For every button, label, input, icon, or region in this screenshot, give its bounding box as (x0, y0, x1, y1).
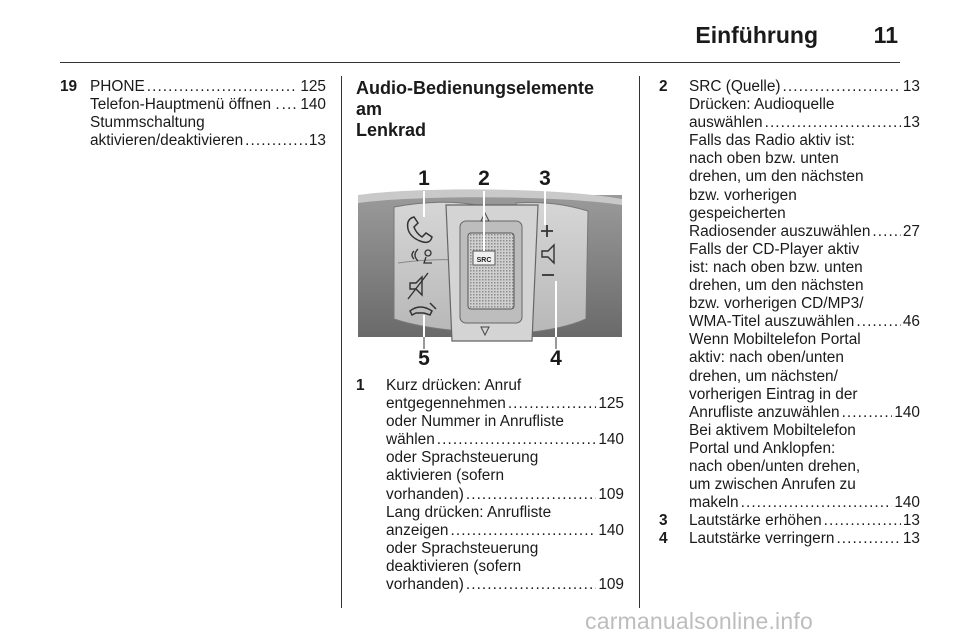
entry-line (386, 576, 624, 594)
dot-leader (824, 512, 901, 530)
entry-text: Falls der CD-Player aktiv (689, 240, 860, 258)
entry-line (90, 78, 326, 96)
entry-text: nach oben bzw. unten (689, 150, 839, 168)
entry-line (90, 132, 326, 150)
entry-line (386, 395, 624, 413)
steering-wheel-illustration (356, 159, 624, 367)
entry-line (689, 313, 920, 331)
page-reference[interactable]: 46 (902, 313, 920, 331)
entry-line (689, 349, 920, 367)
entry-text: Telefon-Hauptmenü öffnen . (90, 96, 280, 114)
src-button-label: SRC (476, 257, 492, 264)
entry-item (659, 78, 920, 512)
entry-line (689, 259, 920, 277)
dot-leader (765, 114, 901, 132)
entry-line (689, 168, 920, 186)
entry-text: anzeigen (386, 521, 449, 539)
entry-line (386, 522, 624, 540)
entry-text: Falls das Radio aktiv ist: (689, 132, 855, 150)
entry-item (356, 377, 624, 594)
entry-line (689, 386, 920, 404)
dot-leader (282, 96, 299, 114)
entry-line (689, 277, 920, 295)
entry-line (689, 494, 920, 512)
dot-leader (450, 522, 596, 540)
page-reference[interactable]: 27 (902, 222, 920, 240)
entry-text: PHONE (90, 78, 145, 95)
page-reference[interactable]: 109 (598, 576, 624, 594)
entry-line (689, 476, 920, 494)
entry-text: makeln (689, 494, 739, 512)
entry-line (386, 377, 624, 395)
entry-text: gespeicherten (689, 204, 786, 222)
entry-text: Lang drücken: Anrufliste (386, 503, 552, 521)
entry-text: wählen (386, 431, 435, 449)
steering-wheel-controls-figure (356, 159, 624, 367)
entry-line (689, 458, 920, 476)
entry-item (659, 512, 920, 530)
entry-text: Bei aktivem Mobiltelefon (689, 421, 856, 439)
entry-number: 3 (659, 512, 668, 530)
entry-text: drehen, um den nächsten (689, 277, 864, 295)
entry-line (386, 540, 624, 558)
column-1 (60, 78, 326, 150)
entry-line (689, 132, 920, 150)
dot-leader (437, 431, 597, 449)
entry-line (689, 150, 920, 168)
entry-number: 19 (60, 78, 78, 95)
entry-text: entgegennehmen (386, 395, 506, 413)
entry-line (689, 440, 920, 458)
dot-leader (783, 78, 901, 96)
entry-line (689, 331, 920, 349)
page-reference[interactable]: 109 (598, 485, 624, 503)
entry-line (689, 404, 920, 422)
page-reference[interactable]: 13 (902, 530, 920, 548)
entry-text: vorherigen Eintrag in der (689, 385, 858, 403)
entry-text: deaktivieren (sofern (386, 557, 522, 575)
entry-number: 2 (659, 78, 668, 95)
entry-text: SRC (Quelle) (689, 78, 781, 95)
entry-line (689, 96, 920, 114)
entry-item (659, 530, 920, 548)
entry-item (60, 78, 326, 150)
entry-text: vorhanden) (386, 576, 464, 594)
dot-leader (836, 530, 900, 548)
entry-text: Radiosender auszuwählen (689, 222, 871, 240)
entry-text: aktivieren (sofern (386, 467, 505, 485)
entry-line (90, 96, 326, 114)
column-2 (356, 78, 624, 594)
entry-line (689, 205, 920, 223)
entry-text: Wenn Mobiltelefon Portal (689, 331, 861, 349)
dot-leader (741, 494, 893, 512)
page-reference[interactable]: 140 (894, 403, 920, 421)
page-reference[interactable]: 125 (598, 395, 624, 413)
watermark: carmanualsonline.info (585, 608, 813, 634)
dot-leader (872, 223, 900, 241)
entry-number: 4 (659, 530, 668, 548)
page-reference[interactable]: 140 (894, 494, 920, 512)
callout-3: 3 (539, 167, 551, 190)
entry-number: 1 (356, 377, 365, 394)
entry-text: nach oben/unten drehen, (689, 457, 861, 475)
page-reference[interactable]: 13 (902, 512, 920, 530)
section-heading: Audio-Bedienungselemente am Lenkrad (356, 78, 595, 140)
entry-line (386, 486, 624, 504)
column-divider (341, 76, 342, 608)
entry-text: oder Nummer in Anrufliste (386, 413, 564, 431)
column-3 (659, 78, 920, 548)
entry-text: Portal und Anklopfen: (689, 439, 836, 457)
dot-leader (147, 78, 299, 96)
entry-text: drehen, um nächsten/ (689, 367, 838, 385)
entry-line (386, 558, 624, 576)
entry-text: Drücken: Audioquelle (689, 96, 835, 114)
entry-line (689, 512, 920, 530)
entry-text: Anrufliste anzuwählen (689, 403, 840, 421)
column-divider (639, 76, 640, 608)
entry-line (689, 295, 920, 313)
entry-text: auswählen (689, 114, 763, 132)
entry-line (689, 114, 920, 132)
entry-text: vorhanden) (386, 485, 464, 503)
entry-line (689, 223, 920, 241)
page-header (60, 16, 900, 63)
page-reference[interactable]: 125 (300, 78, 326, 95)
entry-text: aktivieren/deaktivieren (90, 132, 244, 150)
entry-line (689, 78, 920, 96)
entry-text: WMA-Titel auszuwählen (689, 313, 855, 331)
entry-text: bzw. vorherigen (689, 186, 797, 204)
entry-line (689, 187, 920, 205)
dot-leader (842, 404, 893, 422)
entry-text: Lautstärke verringern (689, 530, 835, 548)
entry-line (689, 368, 920, 386)
page-reference[interactable]: 140 (300, 96, 326, 114)
callout-4: 4 (550, 347, 562, 367)
entry-text: oder Sprachsteuerung (386, 449, 539, 467)
callout-1: 1 (418, 167, 430, 190)
page-reference[interactable]: 140 (598, 431, 624, 449)
callout-2: 2 (478, 167, 490, 190)
entry-line (386, 504, 624, 522)
entry-text: ist: nach oben bzw. unten (689, 258, 863, 276)
page-number: 11 (873, 22, 898, 48)
page-reference[interactable]: 13 (902, 78, 920, 95)
dot-leader (245, 132, 307, 150)
dot-leader (856, 313, 901, 331)
entry-line (386, 413, 624, 431)
entry-text: Lautstärke erhöhen (689, 512, 822, 530)
dot-leader (466, 486, 596, 504)
entry-line (90, 114, 326, 132)
entry-line (689, 422, 920, 440)
entry-line (386, 467, 624, 485)
entry-text: Stummschaltung (90, 114, 205, 132)
entry-line (689, 241, 920, 259)
entry-text: oder Sprachsteuerung (386, 539, 539, 557)
entry-text: Kurz drücken: Anruf (386, 377, 522, 394)
page-reference[interactable]: 13 (308, 132, 326, 150)
entry-text: aktiv: nach oben/unten (689, 349, 844, 367)
entry-text: bzw. vorherigen CD/MP3/ (689, 295, 864, 313)
entry-text: um zwischen Anrufen zu (689, 476, 856, 494)
entry-line (386, 431, 624, 449)
column-2-entries (356, 377, 624, 594)
section-title: Einführung (695, 22, 818, 48)
callout-5: 5 (418, 347, 430, 367)
entry-line (386, 449, 624, 467)
entry-text: drehen, um den nächsten (689, 168, 864, 186)
dot-leader (508, 395, 597, 413)
dot-leader (466, 576, 596, 594)
page-reference[interactable]: 140 (598, 521, 624, 539)
page-reference[interactable]: 13 (902, 114, 920, 132)
entry-line (689, 530, 920, 548)
